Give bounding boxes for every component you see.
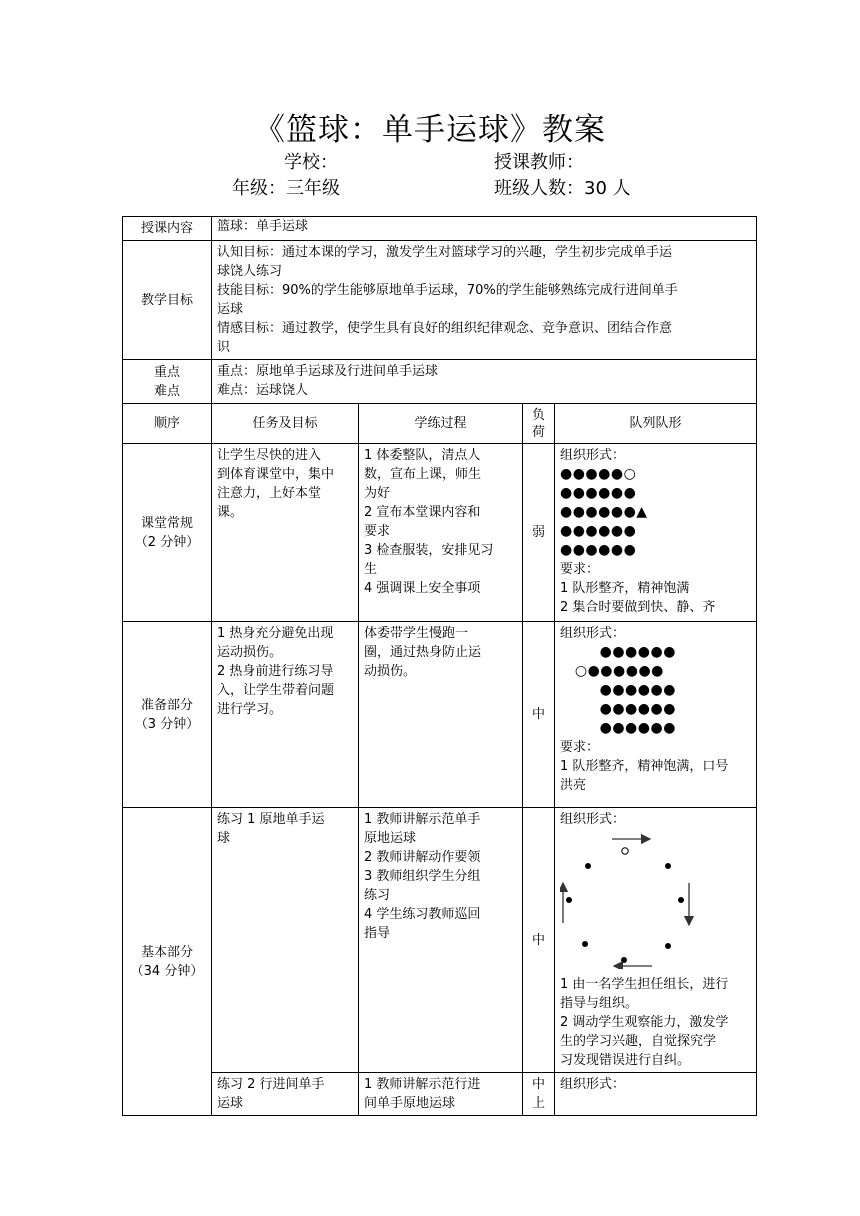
- column-header: 顺序: [123, 404, 212, 444]
- formation-row: ●●●●●●: [560, 485, 637, 501]
- requirement-line: 洪亮: [560, 778, 587, 793]
- formation-label: 组织形式：: [560, 448, 626, 463]
- section-name-cell: [123, 622, 212, 808]
- formation-row: ●●●●●●: [560, 644, 676, 660]
- goals-line: 球饶人练习: [217, 264, 283, 279]
- process-line: 体委带学生慢跑一: [364, 626, 469, 641]
- process-line: 4 学生练习教师巡回: [364, 907, 481, 922]
- process-line: 2 宣布本堂课内容和: [364, 505, 481, 520]
- process-line: 为好: [364, 486, 391, 501]
- load-line: 中: [531, 1077, 545, 1092]
- goals-line: 技能目标：90%的学生能够原地单手运球，70%的学生能够熟练完成行进间单手: [217, 283, 678, 298]
- task-line: 练习 1 原地单手运: [217, 812, 325, 827]
- goals-line: 运球: [217, 302, 244, 317]
- content-label: 授课内容: [123, 217, 212, 241]
- task-cell: [212, 1073, 359, 1116]
- process-line: 间单手原地运球: [364, 1096, 456, 1111]
- formation-label: 组织形式：: [560, 626, 626, 641]
- section-name-cell: [123, 444, 212, 622]
- teacher-label: 授课教师：: [494, 152, 584, 173]
- task-cell: [212, 444, 359, 622]
- student-dot: [678, 897, 684, 903]
- formation-row: ●●●●●●▲: [560, 504, 648, 520]
- process-line: 生: [364, 562, 378, 577]
- key-label: 重点: [153, 364, 180, 380]
- task-line: 球: [217, 831, 231, 846]
- process-cell: [359, 1073, 523, 1116]
- column-header: 任务及目标: [212, 404, 359, 444]
- section-name: 准备部分: [140, 697, 193, 713]
- key-points-label: [123, 360, 212, 404]
- task-line: 练习 2 行进间单手: [217, 1077, 325, 1092]
- student-dot: [585, 863, 591, 869]
- task-line: 到体育课堂中，集中: [217, 467, 335, 482]
- section-time: （34 分钟）: [130, 963, 204, 979]
- student-dot: [665, 863, 671, 869]
- task-line: 运球: [217, 1096, 244, 1111]
- requirement-label: 要求：: [560, 562, 600, 577]
- difficulty-line: 难点：运球饶人: [217, 383, 309, 398]
- formation-row: ●●●●●●: [560, 542, 637, 558]
- requirement-line: 指导与组织。: [560, 996, 639, 1011]
- load-cell: [523, 1073, 555, 1116]
- requirement-line: 2 集合时要做到快、静、齐: [560, 600, 716, 615]
- process-line: 4 强调课上安全事项: [364, 581, 481, 596]
- section-name-cell: [123, 808, 212, 1116]
- process-line: 2 教师讲解动作要领: [364, 850, 481, 865]
- goals-line: 情感目标：通过教学，使学生具有良好的组织纪律观念、竞争意识、团结合作意: [217, 321, 673, 336]
- task-line: 进行学习。: [217, 702, 283, 717]
- column-header-row: [123, 404, 757, 444]
- section-row: [123, 808, 757, 1073]
- process-line: 3 教师组织学生分组: [364, 869, 481, 884]
- key-point-line: 重点：原地单手运球及行进间单手运球: [217, 364, 439, 379]
- process-line: 原地运球: [364, 831, 417, 846]
- formation-row: ●●●●●○: [560, 466, 637, 482]
- task-line: 2 热身前进行练习导: [217, 664, 334, 679]
- goals-label: 教学目标: [123, 241, 212, 360]
- load-cell: 弱: [523, 444, 555, 622]
- load-line: 上: [531, 1096, 545, 1111]
- requirement-line: 2 调动学生观察能力，激发学: [560, 1015, 729, 1030]
- section-time: （2 分钟）: [134, 534, 200, 550]
- process-line: 指导: [364, 926, 391, 941]
- section-row: [123, 444, 757, 622]
- formation-row: ●●●●●●: [560, 701, 676, 717]
- process-line: 1 教师讲解示范行进: [364, 1077, 481, 1092]
- teacher-marker: [622, 848, 628, 854]
- requirement-line: 1 由一名学生担任组长，进行: [560, 977, 729, 992]
- task-line: 运动损伤。: [217, 645, 283, 660]
- goals-text: [212, 241, 757, 360]
- class-size-label: 班级人数：30 人: [494, 178, 631, 199]
- document-title: 《篮球：单手运球》教案: [254, 112, 606, 148]
- process-line: 1 体委整队，清点人: [364, 448, 481, 463]
- student-dot: [566, 897, 572, 903]
- process-line: 动损伤。: [364, 664, 417, 679]
- difficulty-label: 难点: [153, 383, 180, 399]
- load-cell: 中: [523, 808, 555, 1073]
- column-header: 学练过程: [359, 404, 523, 444]
- task-line: 注意力，上好本堂: [217, 486, 322, 501]
- goals-line: 识: [217, 340, 231, 355]
- lesson-plan-table: [122, 216, 757, 1116]
- requirement-line: 1 队形整齐，精神饱满: [560, 581, 690, 596]
- requirement-line: 1 队形整齐，精神饱满，口号: [560, 759, 729, 774]
- formation-cell: [555, 1073, 757, 1116]
- process-line: 数，宣布上课，师生: [364, 467, 482, 482]
- key-points-text: [212, 360, 757, 404]
- process-line: 要求: [364, 524, 391, 539]
- task-cell: [212, 808, 359, 1073]
- requirement-line: 生的学习兴趣，自觉探究学: [560, 1034, 717, 1049]
- grade-label: 年级：三年级: [232, 178, 340, 199]
- student-dot: [582, 941, 588, 947]
- formation-row: ○●●●●●●: [560, 663, 664, 679]
- process-cell: [359, 622, 523, 808]
- section-name: 基本部分: [140, 944, 193, 960]
- goals-row: [123, 241, 757, 360]
- content-row: [123, 217, 757, 241]
- formation-row: ●●●●●●: [560, 682, 676, 698]
- section-row: [123, 1073, 757, 1116]
- formation-row: ●●●●●●: [560, 720, 676, 736]
- formation-label: 组织形式：: [560, 1077, 626, 1092]
- formation-label: 组织形式：: [560, 812, 626, 827]
- column-header: 队列队形: [555, 404, 757, 444]
- section-time: （3 分钟）: [134, 716, 200, 732]
- requirement-label: 要求：: [560, 740, 600, 755]
- load-cell: 中: [523, 622, 555, 808]
- goals-line: 认知目标：通过本课的学习，激发学生对篮球学习的兴趣，学生初步完成单手运: [217, 245, 673, 260]
- task-line: 让学生尽快的进入: [217, 448, 322, 463]
- process-line: 练习: [364, 888, 391, 903]
- process-line: 3 检查服装，安排见习: [364, 543, 494, 558]
- circle-formation-diagram: [560, 829, 740, 969]
- column-header-load: 负荷: [523, 404, 555, 444]
- section-name: 课堂常规: [140, 515, 193, 531]
- section-row: [123, 622, 757, 808]
- formation-cell: [555, 808, 757, 1073]
- formation-cell: [555, 622, 757, 808]
- task-line: 1 热身充分避免出现: [217, 626, 334, 641]
- formation-row: ●●●●●●: [560, 523, 637, 539]
- content-value: 篮球：单手运球: [212, 217, 757, 241]
- task-cell: [212, 622, 359, 808]
- formation-cell: [555, 444, 757, 622]
- student-dot: [621, 957, 627, 963]
- task-line: 课。: [217, 505, 244, 520]
- process-line: 1 教师讲解示范单手: [364, 812, 481, 827]
- key-points-row: [123, 360, 757, 404]
- task-line: 入，让学生带着问题: [217, 683, 335, 698]
- process-line: 圈，通过热身防止运: [364, 645, 482, 660]
- school-label: 学校：: [284, 152, 338, 173]
- process-cell: [359, 808, 523, 1073]
- requirement-line: 习发现错误进行自纠。: [560, 1053, 691, 1068]
- process-cell: [359, 444, 523, 622]
- student-dot: [665, 943, 671, 949]
